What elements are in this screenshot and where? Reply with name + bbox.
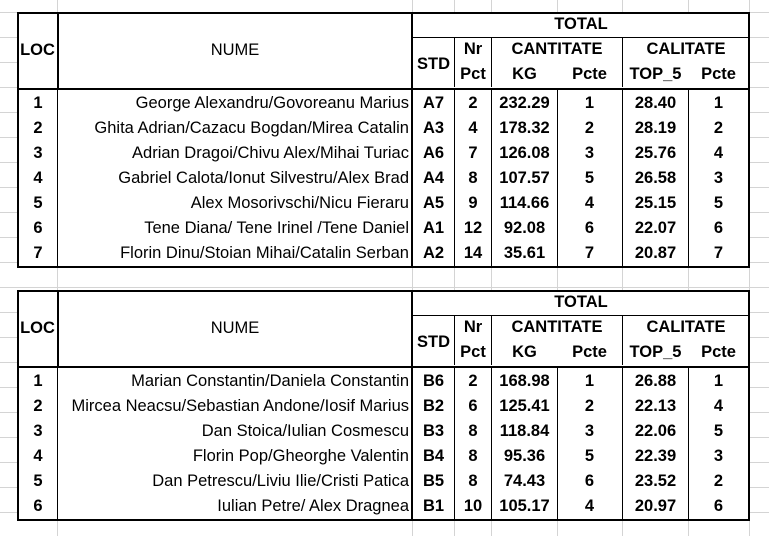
nr-cell: 14 bbox=[463, 244, 483, 262]
loc-header: LOC bbox=[20, 319, 55, 337]
pcte-cantitate-cell: 2 bbox=[584, 397, 595, 415]
pcte-calitate-cell: 7 bbox=[713, 244, 724, 262]
nr-cell: 4 bbox=[468, 119, 478, 137]
pcte-cantitate-cell: 6 bbox=[584, 472, 595, 490]
team-name-cell: Tene Diana/ Tene Irinel /Tene Daniel bbox=[144, 219, 409, 237]
top5-cell: 25.76 bbox=[634, 144, 677, 162]
top5-header: TOP_5 bbox=[629, 65, 682, 83]
header-bottom-border bbox=[17, 366, 750, 368]
loc-header: LOC bbox=[20, 41, 55, 59]
pcte-cantitate-cell: 4 bbox=[584, 194, 595, 212]
kg-cell: 105.17 bbox=[499, 497, 550, 515]
pcte-cantitate-cell: 4 bbox=[584, 497, 595, 515]
pcte-calitate-cell: 3 bbox=[713, 447, 724, 465]
pcte-cantitate-header: Pcte bbox=[572, 343, 607, 361]
pcte-calitate-cell: 5 bbox=[713, 194, 724, 212]
rank-cell: 4 bbox=[33, 169, 43, 187]
pcte-calitate-cell: 2 bbox=[713, 472, 724, 490]
nr-header: Nr bbox=[463, 40, 483, 58]
rank-cell: 2 bbox=[33, 397, 43, 415]
top5-cell: 22.07 bbox=[634, 219, 677, 237]
pcte-cantitate-cell: 5 bbox=[584, 447, 595, 465]
top5-cell: 23.52 bbox=[634, 472, 677, 490]
kg-cell: 126.08 bbox=[499, 144, 550, 162]
stand-cell: A6 bbox=[422, 144, 445, 162]
pcte-calitate-cell: 2 bbox=[713, 119, 724, 137]
stand-cell: A3 bbox=[422, 119, 445, 137]
column-divider bbox=[57, 90, 58, 268]
nr-cell: 8 bbox=[468, 422, 478, 440]
pcte-cantitate-cell: 7 bbox=[584, 244, 595, 262]
stand-cell: B3 bbox=[422, 422, 445, 440]
nr-cell: 2 bbox=[468, 372, 478, 390]
rank-cell: 2 bbox=[33, 119, 43, 137]
std-header: STD bbox=[417, 333, 450, 351]
rank-cell: 5 bbox=[33, 194, 43, 212]
cantitate-header: CANTITATE bbox=[511, 40, 603, 58]
top5-cell: 26.58 bbox=[634, 169, 677, 187]
nr-header: Nr bbox=[463, 318, 483, 336]
nr-cell: 8 bbox=[468, 472, 478, 490]
rank-cell: 1 bbox=[33, 372, 43, 390]
pct-header: Pct bbox=[460, 65, 486, 83]
rank-cell: 4 bbox=[33, 447, 43, 465]
team-name-cell: Alex Mosorivschi/Nicu Fieraru bbox=[190, 194, 409, 212]
team-name-cell: Iulian Petre/ Alex Dragnea bbox=[217, 497, 409, 515]
pcte-cantitate-cell: 1 bbox=[584, 94, 595, 112]
pcte-calitate-cell: 6 bbox=[713, 219, 724, 237]
pcte-calitate-cell: 3 bbox=[713, 169, 724, 187]
nr-cell: 10 bbox=[463, 497, 483, 515]
nr-cell: 7 bbox=[468, 144, 478, 162]
top5-cell: 28.40 bbox=[634, 94, 677, 112]
nr-cell: 8 bbox=[468, 447, 478, 465]
stand-cell: A7 bbox=[422, 94, 445, 112]
pcte-calitate-cell: 4 bbox=[713, 144, 724, 162]
kg-cell: 118.84 bbox=[499, 422, 550, 440]
pcte-cantitate-cell: 1 bbox=[584, 372, 595, 390]
total-header: TOTAL bbox=[554, 293, 608, 311]
team-name-cell: Adrian Dragoi/Chivu Alex/Mihai Turiac bbox=[132, 144, 409, 162]
top5-cell: 22.39 bbox=[634, 447, 677, 465]
rank-cell: 7 bbox=[33, 244, 43, 262]
kg-cell: 178.32 bbox=[499, 119, 550, 137]
kg-cell: 232.29 bbox=[499, 94, 550, 112]
nr-cell: 2 bbox=[468, 94, 478, 112]
team-name-cell: Florin Dinu/Stoian Mihai/Catalin Serban bbox=[120, 244, 409, 262]
top5-header: TOP_5 bbox=[629, 343, 682, 361]
pcte-calitate-cell: 4 bbox=[713, 397, 724, 415]
nume-header: NUME bbox=[210, 319, 260, 337]
top5-cell: 28.19 bbox=[634, 119, 677, 137]
kg-cell: 95.36 bbox=[503, 447, 546, 465]
kg-header: KG bbox=[512, 65, 537, 83]
pct-header: Pct bbox=[460, 343, 486, 361]
gridline-horizontal bbox=[0, 287, 769, 288]
pcte-cantitate-cell: 6 bbox=[584, 219, 595, 237]
rank-cell: 6 bbox=[33, 219, 43, 237]
calitate-header: CALITATE bbox=[646, 40, 726, 58]
stand-cell: A5 bbox=[422, 194, 445, 212]
kg-cell: 168.98 bbox=[499, 372, 550, 390]
header-bottom-border bbox=[17, 88, 750, 90]
calitate-header: CALITATE bbox=[646, 318, 726, 336]
nr-cell: 9 bbox=[468, 194, 478, 212]
pcte-calitate-cell: 1 bbox=[713, 372, 724, 390]
kg-cell: 114.66 bbox=[499, 194, 550, 212]
pcte-cantitate-cell: 2 bbox=[584, 119, 595, 137]
top5-cell: 20.97 bbox=[634, 497, 677, 515]
nr-cell: 6 bbox=[468, 397, 478, 415]
rank-cell: 6 bbox=[33, 497, 43, 515]
stand-cell: B1 bbox=[422, 497, 445, 515]
pcte-calitate-cell: 5 bbox=[713, 422, 724, 440]
pcte-calitate-cell: 6 bbox=[713, 497, 724, 515]
total-header: TOTAL bbox=[554, 15, 608, 33]
nume-header: NUME bbox=[210, 41, 260, 59]
rank-cell: 3 bbox=[33, 422, 43, 440]
std-header: STD bbox=[417, 55, 450, 73]
kg-header: KG bbox=[512, 343, 537, 361]
pcte-calitate-header: Pcte bbox=[701, 343, 736, 361]
pcte-calitate-cell: 1 bbox=[713, 94, 724, 112]
kg-cell: 107.57 bbox=[499, 169, 550, 187]
kg-cell: 35.61 bbox=[503, 244, 546, 262]
team-name-cell: Gabriel Calota/Ionut Silvestru/Alex Brad bbox=[118, 169, 409, 187]
top5-cell: 26.88 bbox=[634, 372, 677, 390]
stand-cell: B2 bbox=[422, 397, 445, 415]
team-name-cell: Florin Pop/Gheorghe Valentin bbox=[192, 447, 409, 465]
team-name-cell: Mircea Neacsu/Sebastian Andone/Iosif Marius bbox=[71, 397, 409, 415]
team-name-cell: Marian Constantin/Daniela Constantin bbox=[131, 372, 409, 390]
team-name-cell: Dan Petrescu/Liviu Ilie/Cristi Patica bbox=[152, 472, 409, 490]
nr-cell: 12 bbox=[463, 219, 483, 237]
rank-cell: 5 bbox=[33, 472, 43, 490]
pcte-calitate-header: Pcte bbox=[701, 65, 736, 83]
pcte-cantitate-cell: 5 bbox=[584, 169, 595, 187]
stand-cell: A1 bbox=[422, 219, 445, 237]
stand-cell: B5 bbox=[422, 472, 445, 490]
nr-cell: 8 bbox=[468, 169, 478, 187]
team-name-cell: George Alexandru/Govoreanu Marius bbox=[135, 94, 409, 112]
kg-cell: 74.43 bbox=[503, 472, 546, 490]
pcte-cantitate-cell: 3 bbox=[584, 144, 595, 162]
stand-cell: B6 bbox=[422, 372, 445, 390]
team-name-cell: Dan Stoica/Iulian Cosmescu bbox=[201, 422, 409, 440]
top5-cell: 20.87 bbox=[634, 244, 677, 262]
top5-cell: 25.15 bbox=[634, 194, 677, 212]
pcte-cantitate-cell: 3 bbox=[584, 422, 595, 440]
pcte-cantitate-header: Pcte bbox=[572, 65, 607, 83]
top5-cell: 22.06 bbox=[634, 422, 677, 440]
stand-cell: B4 bbox=[422, 447, 445, 465]
stand-cell: A2 bbox=[422, 244, 445, 262]
kg-cell: 125.41 bbox=[499, 397, 550, 415]
team-name-cell: Ghita Adrian/Cazacu Bogdan/Mirea Catalin bbox=[94, 119, 409, 137]
top5-cell: 22.13 bbox=[634, 397, 677, 415]
rank-cell: 1 bbox=[33, 94, 43, 112]
kg-cell: 92.08 bbox=[503, 219, 546, 237]
stand-cell: A4 bbox=[422, 169, 445, 187]
column-divider bbox=[57, 368, 58, 521]
rank-cell: 3 bbox=[33, 144, 43, 162]
cantitate-header: CANTITATE bbox=[511, 318, 603, 336]
